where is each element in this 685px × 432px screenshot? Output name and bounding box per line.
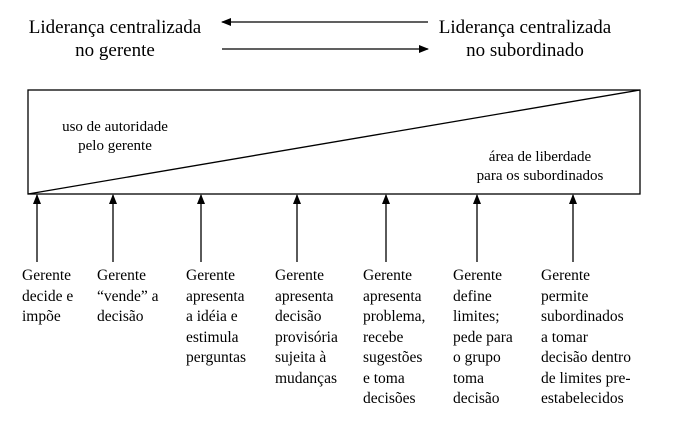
step-7-line: de limites pre- bbox=[541, 369, 631, 387]
step-7-line: estabelecidos bbox=[541, 390, 624, 407]
header-right-line-2: no subordinado bbox=[466, 40, 584, 61]
step-6-line: o grupo bbox=[453, 349, 501, 366]
step-4-line: sujeita à bbox=[275, 349, 327, 366]
step-3-line: Gerente bbox=[186, 267, 236, 284]
step-3-line: perguntas bbox=[186, 349, 246, 366]
freedom-label bbox=[440, 148, 640, 186]
step-7-line: Gerente bbox=[541, 267, 591, 284]
authority-label-line-1: uso de autoridade bbox=[62, 119, 168, 135]
step-7-line: subordinados bbox=[541, 308, 624, 325]
step-1-line: impõe bbox=[22, 308, 61, 325]
step-2-line: decisão bbox=[97, 308, 144, 325]
step-7-line: permite bbox=[541, 287, 589, 305]
step-5-line: problema, bbox=[363, 308, 426, 325]
step-5-line: sugestões bbox=[363, 349, 423, 366]
step-2 bbox=[97, 266, 159, 328]
header-right-line-1: Liderança centralizada bbox=[438, 17, 612, 38]
header-left-line-2: no gerente bbox=[75, 40, 155, 61]
step-4-line: apresenta bbox=[275, 287, 334, 305]
step-3-line: a idéia e bbox=[186, 308, 238, 325]
step-5-line: Gerente bbox=[363, 267, 413, 284]
header-right bbox=[420, 16, 630, 62]
step-4-line: mudanças bbox=[275, 369, 337, 387]
step-7-line: a tomar bbox=[541, 328, 588, 346]
header-left-line-1: Liderança centralizada bbox=[28, 17, 202, 38]
authority-label-line-2: pelo gerente bbox=[78, 138, 152, 154]
freedom-label-line-2: para os subordinados bbox=[476, 168, 604, 184]
step-4-line: provisória bbox=[275, 328, 338, 346]
authority-label bbox=[35, 118, 195, 156]
step-3-line: estimula bbox=[186, 328, 239, 346]
step-6-line: decisão bbox=[453, 390, 500, 407]
step-6 bbox=[453, 266, 513, 410]
step-1-line: decide e bbox=[22, 287, 74, 305]
step-2-line: Gerente bbox=[97, 267, 147, 284]
step-6-line: toma bbox=[453, 369, 484, 387]
step-5 bbox=[363, 266, 425, 410]
step-4-line: decisão bbox=[275, 308, 322, 325]
step-7 bbox=[541, 266, 631, 410]
step-6-line: Gerente bbox=[453, 267, 503, 284]
step-6-line: define bbox=[453, 287, 492, 305]
step-6-line: limites; bbox=[453, 308, 500, 325]
step-3 bbox=[186, 266, 246, 369]
step-1 bbox=[22, 266, 73, 328]
header-left bbox=[10, 16, 220, 62]
step-5-line: decisões bbox=[363, 390, 416, 407]
step-5-line: apresenta bbox=[363, 287, 422, 305]
step-7-line: decisão dentro bbox=[541, 349, 631, 366]
step-2-line: “vende” a bbox=[97, 287, 159, 305]
step-3-line: apresenta bbox=[186, 287, 245, 305]
step-6-line: pede para bbox=[453, 328, 513, 346]
step-4 bbox=[275, 266, 338, 389]
step-4-line: Gerente bbox=[275, 267, 325, 284]
step-5-line: e toma bbox=[363, 369, 405, 387]
step-pointers bbox=[37, 195, 573, 262]
step-1-line: Gerente bbox=[22, 267, 72, 284]
freedom-label-line-1: área de liberdade bbox=[488, 149, 592, 165]
step-5-line: recebe bbox=[363, 328, 404, 346]
freedom-label-clip bbox=[440, 146, 640, 186]
